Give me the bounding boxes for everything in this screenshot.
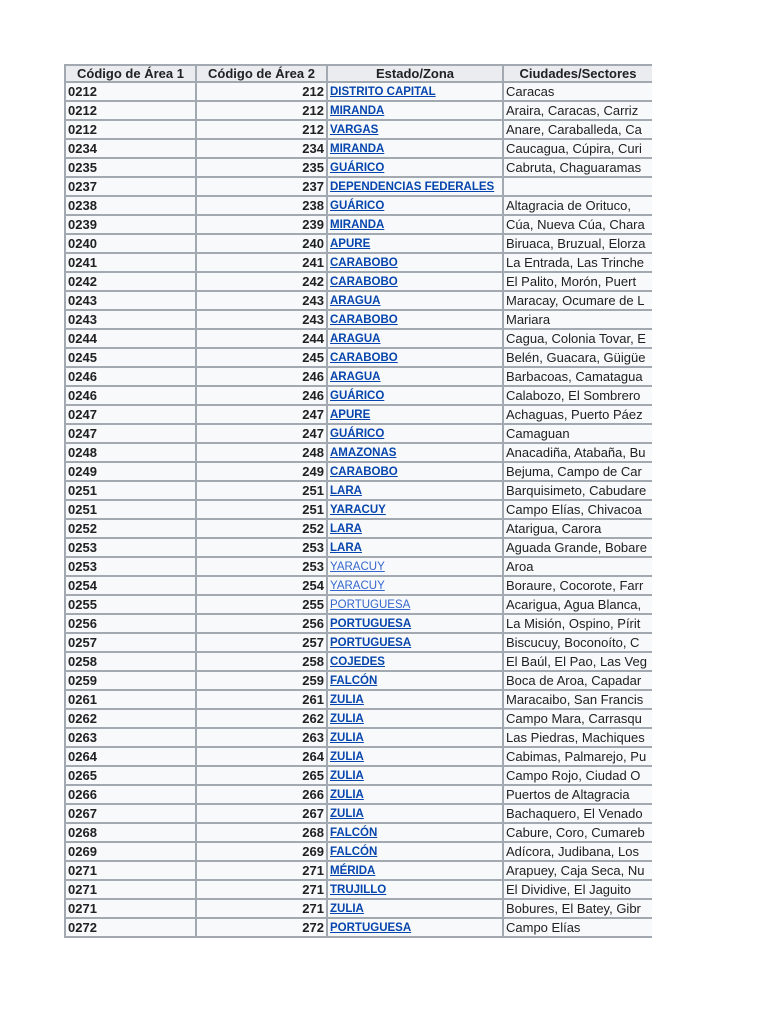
- area-code-1-cell: 0245: [65, 348, 196, 367]
- state-link[interactable]: TRUJILLO: [330, 884, 387, 897]
- area-code-2-cell: 265: [196, 766, 327, 785]
- table-row: [65, 158, 652, 177]
- table-row: [65, 120, 652, 139]
- table-row: [65, 253, 652, 272]
- state-zone-cell: [327, 576, 503, 595]
- area-code-2-cell: 247: [196, 424, 327, 443]
- state-zone-cell: [327, 82, 503, 101]
- table-row: [65, 861, 652, 880]
- header-area-code-1[interactable]: Código de Área 1: [65, 65, 196, 82]
- state-link[interactable]: DISTRITO CAPITAL: [330, 86, 436, 99]
- cities-sectors-cell: Aguada Grande, Bobare: [503, 538, 652, 557]
- cities-sectors-cell: Cagua, Colonia Tovar, E: [503, 329, 652, 348]
- state-zone-cell: [327, 158, 503, 177]
- area-code-1-cell: 0263: [65, 728, 196, 747]
- area-code-2-cell: 251: [196, 500, 327, 519]
- cities-sectors-cell: Puertos de Altagracia: [503, 785, 652, 804]
- area-code-2-cell: 269: [196, 842, 327, 861]
- state-zone-cell: [327, 595, 503, 614]
- cities-sectors-cell: La Misión, Ospino, Pírit: [503, 614, 652, 633]
- state-zone-cell: [327, 747, 503, 766]
- cities-sectors-cell: Maracay, Ocumare de L: [503, 291, 652, 310]
- cities-sectors-cell: El Palito, Morón, Puert: [503, 272, 652, 291]
- area-code-2-cell: 263: [196, 728, 327, 747]
- area-code-2-cell: 247: [196, 405, 327, 424]
- area-code-2-cell: 272: [196, 918, 327, 937]
- state-link[interactable]: PORTUGUESA: [330, 599, 411, 612]
- area-code-1-cell: 0251: [65, 500, 196, 519]
- state-link[interactable]: LARA: [330, 523, 362, 536]
- table-row: [65, 443, 652, 462]
- cities-sectors-cell: Anacadiña, Atabaña, Bu: [503, 443, 652, 462]
- table-row: [65, 880, 652, 899]
- table-row: [65, 101, 652, 120]
- header-state-zone[interactable]: Estado/Zona: [327, 65, 503, 82]
- state-zone-cell: [327, 633, 503, 652]
- area-code-1-cell: 0271: [65, 899, 196, 918]
- state-zone-cell: [327, 766, 503, 785]
- area-code-2-cell: 242: [196, 272, 327, 291]
- area-code-1-cell: 0242: [65, 272, 196, 291]
- cities-sectors-cell: Campo Rojo, Ciudad O: [503, 766, 652, 785]
- table-row: [65, 272, 652, 291]
- cities-sectors-cell: Cúa, Nueva Cúa, Chara: [503, 215, 652, 234]
- area-code-1-cell: 0257: [65, 633, 196, 652]
- table-row: [65, 424, 652, 443]
- area-code-2-cell: 271: [196, 861, 327, 880]
- area-code-2-cell: 238: [196, 196, 327, 215]
- cities-sectors-cell: La Entrada, Las Trinche: [503, 253, 652, 272]
- state-zone-cell: [327, 424, 503, 443]
- state-zone-cell: [327, 101, 503, 120]
- state-zone-cell: [327, 329, 503, 348]
- area-code-2-cell: 261: [196, 690, 327, 709]
- cities-sectors-cell: Cabure, Coro, Cumareb: [503, 823, 652, 842]
- state-link[interactable]: FALCÓN: [330, 675, 378, 688]
- area-code-2-cell: 245: [196, 348, 327, 367]
- cities-sectors-cell: El Baúl, El Pao, Las Veg: [503, 652, 652, 671]
- state-zone-cell: [327, 519, 503, 538]
- state-zone-cell: [327, 177, 503, 196]
- state-zone-cell: [327, 253, 503, 272]
- table-row: [65, 823, 652, 842]
- area-code-1-cell: 0267: [65, 804, 196, 823]
- area-code-1-cell: 0268: [65, 823, 196, 842]
- table-row: [65, 462, 652, 481]
- area-code-1-cell: 0266: [65, 785, 196, 804]
- area-code-1-cell: 0271: [65, 861, 196, 880]
- area-code-2-cell: 255: [196, 595, 327, 614]
- area-code-1-cell: 0265: [65, 766, 196, 785]
- cities-sectors-cell: Mariara: [503, 310, 652, 329]
- area-code-2-cell: 267: [196, 804, 327, 823]
- state-zone-cell: [327, 614, 503, 633]
- area-code-1-cell: 0252: [65, 519, 196, 538]
- state-zone-cell: [327, 842, 503, 861]
- state-link[interactable]: ZULIA: [330, 789, 364, 802]
- area-code-table-container: [64, 64, 652, 947]
- state-link[interactable]: ZULIA: [330, 808, 364, 821]
- area-code-1-cell: 0237: [65, 177, 196, 196]
- cities-sectors-cell: Aroa: [503, 557, 652, 576]
- area-code-2-cell: 237: [196, 177, 327, 196]
- table-body: [65, 82, 652, 937]
- area-code-2-cell: 266: [196, 785, 327, 804]
- table-row: [65, 234, 652, 253]
- state-zone-cell: [327, 120, 503, 139]
- table-row: [65, 538, 652, 557]
- state-zone-cell: [327, 215, 503, 234]
- area-code-2-cell: 234: [196, 139, 327, 158]
- area-code-1-cell: 0262: [65, 709, 196, 728]
- state-link[interactable]: FALCÓN: [330, 846, 378, 859]
- state-zone-cell: [327, 785, 503, 804]
- table-row: [65, 386, 652, 405]
- state-link[interactable]: MIRANDA: [330, 219, 385, 232]
- area-code-1-cell: 0248: [65, 443, 196, 462]
- table-row: [65, 595, 652, 614]
- area-code-1-cell: 0251: [65, 481, 196, 500]
- table-row: [65, 139, 652, 158]
- state-link[interactable]: GUÁRICO: [330, 428, 385, 441]
- state-zone-cell: [327, 823, 503, 842]
- cities-sectors-cell: Campo Elías, Chivacoa: [503, 500, 652, 519]
- state-zone-cell: [327, 709, 503, 728]
- state-zone-cell: [327, 500, 503, 519]
- state-link[interactable]: MIRANDA: [330, 105, 385, 118]
- area-code-1-cell: 0264: [65, 747, 196, 766]
- table-row: [65, 215, 652, 234]
- state-link[interactable]: CARABOBO: [330, 466, 398, 479]
- area-code-1-cell: 0256: [65, 614, 196, 633]
- area-code-2-cell: 254: [196, 576, 327, 595]
- state-zone-cell: [327, 538, 503, 557]
- area-code-2-cell: 252: [196, 519, 327, 538]
- table-row: [65, 82, 652, 101]
- cities-sectors-cell: Anare, Caraballeda, Ca: [503, 120, 652, 139]
- area-code-1-cell: 0261: [65, 690, 196, 709]
- state-zone-cell: [327, 861, 503, 880]
- state-link[interactable]: CARABOBO: [330, 314, 398, 327]
- area-code-2-cell: 253: [196, 538, 327, 557]
- area-code-2-cell: 256: [196, 614, 327, 633]
- state-link[interactable]: LARA: [330, 485, 362, 498]
- area-code-2-cell: 243: [196, 310, 327, 329]
- area-code-1-cell: 0212: [65, 120, 196, 139]
- state-link[interactable]: YARACUY: [330, 504, 386, 517]
- state-link[interactable]: CARABOBO: [330, 276, 398, 289]
- cities-sectors-cell: Cabimas, Palmarejo, Pu: [503, 747, 652, 766]
- area-code-2-cell: 240: [196, 234, 327, 253]
- state-link[interactable]: ZULIA: [330, 713, 364, 726]
- state-zone-cell: [327, 690, 503, 709]
- table-row: [65, 709, 652, 728]
- table-row: [65, 177, 652, 196]
- state-link[interactable]: ZULIA: [330, 732, 364, 745]
- state-link[interactable]: CARABOBO: [330, 257, 398, 270]
- cities-sectors-cell: Caracas: [503, 82, 652, 101]
- state-zone-cell: [327, 880, 503, 899]
- cities-sectors-cell: Maracaibo, San Francis: [503, 690, 652, 709]
- area-code-2-cell: 257: [196, 633, 327, 652]
- state-link[interactable]: APURE: [330, 409, 371, 422]
- table-row: [65, 804, 652, 823]
- area-code-2-cell: 249: [196, 462, 327, 481]
- cities-sectors-cell: Achaguas, Puerto Páez: [503, 405, 652, 424]
- state-link[interactable]: ARAGUA: [330, 333, 381, 346]
- state-link[interactable]: ZULIA: [330, 770, 364, 783]
- state-link[interactable]: MÉRIDA: [330, 865, 376, 878]
- table-row: [65, 576, 652, 595]
- cities-sectors-cell: Caucagua, Cúpira, Curi: [503, 139, 652, 158]
- area-code-1-cell: 0243: [65, 291, 196, 310]
- cities-sectors-cell: Campo Mara, Carrasqu: [503, 709, 652, 728]
- table-row: [65, 842, 652, 861]
- area-code-2-cell: 251: [196, 481, 327, 500]
- state-zone-cell: [327, 557, 503, 576]
- state-zone-cell: [327, 728, 503, 747]
- state-link[interactable]: ARAGUA: [330, 371, 381, 384]
- state-link[interactable]: PORTUGUESA: [330, 618, 412, 631]
- area-code-2-cell: 264: [196, 747, 327, 766]
- area-code-2-cell: 212: [196, 101, 327, 120]
- table-row: [65, 500, 652, 519]
- state-zone-cell: [327, 386, 503, 405]
- area-code-1-cell: 0246: [65, 386, 196, 405]
- state-zone-cell: [327, 462, 503, 481]
- table-row: [65, 329, 652, 348]
- state-zone-cell: [327, 272, 503, 291]
- table-header-row: [65, 65, 652, 82]
- cities-sectors-cell: Belén, Guacara, Güigüe: [503, 348, 652, 367]
- area-code-2-cell: 239: [196, 215, 327, 234]
- area-code-2-cell: 262: [196, 709, 327, 728]
- area-code-1-cell: 0253: [65, 557, 196, 576]
- cities-sectors-cell: Acarigua, Agua Blanca,: [503, 595, 652, 614]
- area-code-2-cell: 246: [196, 386, 327, 405]
- cities-sectors-cell: El Dividive, El Jaguito: [503, 880, 652, 899]
- area-code-1-cell: 0254: [65, 576, 196, 595]
- area-code-2-cell: 271: [196, 880, 327, 899]
- state-zone-cell: [327, 139, 503, 158]
- table-row: [65, 899, 652, 918]
- table-row: [65, 652, 652, 671]
- table-row: [65, 614, 652, 633]
- cities-sectors-cell: Bejuma, Campo de Car: [503, 462, 652, 481]
- state-zone-cell: [327, 671, 503, 690]
- state-link[interactable]: ZULIA: [330, 903, 364, 916]
- cities-sectors-cell: [503, 177, 652, 196]
- area-code-1-cell: 0247: [65, 405, 196, 424]
- header-area-code-2[interactable]: Código de Área 2: [196, 65, 327, 82]
- table-row: [65, 785, 652, 804]
- table-row: [65, 481, 652, 500]
- state-link[interactable]: APURE: [330, 238, 371, 251]
- table-row: [65, 405, 652, 424]
- state-link[interactable]: VARGAS: [330, 124, 379, 137]
- cities-sectors-cell: Atarigua, Carora: [503, 519, 652, 538]
- state-zone-cell: [327, 918, 503, 937]
- area-code-1-cell: 0244: [65, 329, 196, 348]
- state-zone-cell: [327, 310, 503, 329]
- table-row: [65, 367, 652, 386]
- header-cities-sectors[interactable]: Ciudades/Sectores: [503, 65, 652, 82]
- state-link[interactable]: YARACUY: [330, 580, 385, 593]
- state-link[interactable]: COJEDES: [330, 656, 385, 669]
- cities-sectors-cell: Bachaquero, El Venado: [503, 804, 652, 823]
- cities-sectors-cell: Adícora, Judibana, Los: [503, 842, 652, 861]
- state-zone-cell: [327, 899, 503, 918]
- area-code-2-cell: 248: [196, 443, 327, 462]
- cities-sectors-cell: Arapuey, Caja Seca, Nu: [503, 861, 652, 880]
- table-row: [65, 291, 652, 310]
- state-link[interactable]: PORTUGUESA: [330, 637, 412, 650]
- cities-sectors-cell: Barbacoas, Camatagua: [503, 367, 652, 386]
- area-code-2-cell: 246: [196, 367, 327, 386]
- table-row: [65, 519, 652, 538]
- area-code-1-cell: 0258: [65, 652, 196, 671]
- table-row: [65, 310, 652, 329]
- cities-sectors-cell: Camaguan: [503, 424, 652, 443]
- state-zone-cell: [327, 348, 503, 367]
- table-row: [65, 766, 652, 785]
- cities-sectors-cell: Biscucuy, Boconoíto, C: [503, 633, 652, 652]
- state-link[interactable]: PORTUGUESA: [330, 922, 412, 935]
- area-code-2-cell: 243: [196, 291, 327, 310]
- state-link[interactable]: LARA: [330, 542, 362, 555]
- state-link[interactable]: ARAGUA: [330, 295, 381, 308]
- area-code-1-cell: 0247: [65, 424, 196, 443]
- state-link[interactable]: AMAZONAS: [330, 447, 397, 460]
- area-code-1-cell: 0249: [65, 462, 196, 481]
- table-row: [65, 557, 652, 576]
- cities-sectors-cell: Bobures, El Batey, Gibr: [503, 899, 652, 918]
- cities-sectors-cell: Biruaca, Bruzual, Elorza: [503, 234, 652, 253]
- table-row: [65, 196, 652, 215]
- state-link[interactable]: ZULIA: [330, 694, 364, 707]
- state-zone-cell: [327, 804, 503, 823]
- table-row: [65, 671, 652, 690]
- area-code-1-cell: 0271: [65, 880, 196, 899]
- area-code-1-cell: 0234: [65, 139, 196, 158]
- area-code-2-cell: 259: [196, 671, 327, 690]
- area-code-2-cell: 271: [196, 899, 327, 918]
- cities-sectors-cell: Boraure, Cocorote, Farr: [503, 576, 652, 595]
- area-code-1-cell: 0235: [65, 158, 196, 177]
- cities-sectors-cell: Las Piedras, Machiques: [503, 728, 652, 747]
- cities-sectors-cell: Cabruta, Chaguaramas: [503, 158, 652, 177]
- cities-sectors-cell: Boca de Aroa, Capadar: [503, 671, 652, 690]
- cities-sectors-cell: Altagracia de Orituco,: [503, 196, 652, 215]
- area-code-2-cell: 241: [196, 253, 327, 272]
- area-code-2-cell: 244: [196, 329, 327, 348]
- state-zone-cell: [327, 196, 503, 215]
- state-zone-cell: [327, 443, 503, 462]
- area-code-2-cell: 235: [196, 158, 327, 177]
- state-link[interactable]: YARACUY: [330, 561, 385, 574]
- area-code-1-cell: 0253: [65, 538, 196, 557]
- state-zone-cell: [327, 652, 503, 671]
- area-code-2-cell: 212: [196, 120, 327, 139]
- cities-sectors-cell: Araira, Caracas, Carriz: [503, 101, 652, 120]
- area-code-2-cell: 268: [196, 823, 327, 842]
- state-zone-cell: [327, 367, 503, 386]
- area-code-1-cell: 0269: [65, 842, 196, 861]
- state-link[interactable]: FALCÓN: [330, 827, 378, 840]
- table-row: [65, 747, 652, 766]
- table-row: [65, 728, 652, 747]
- area-code-1-cell: 0259: [65, 671, 196, 690]
- table-row: [65, 690, 652, 709]
- area-code-1-cell: 0238: [65, 196, 196, 215]
- area-code-1-cell: 0272: [65, 918, 196, 937]
- state-link[interactable]: DEPENDENCIAS FEDERALES: [330, 181, 495, 194]
- area-code-table: [64, 64, 652, 938]
- area-code-1-cell: 0246: [65, 367, 196, 386]
- table-row: [65, 918, 652, 937]
- area-code-1-cell: 0239: [65, 215, 196, 234]
- area-code-2-cell: 258: [196, 652, 327, 671]
- state-zone-cell: [327, 405, 503, 424]
- state-link[interactable]: MIRANDA: [330, 143, 385, 156]
- table-row: [65, 348, 652, 367]
- state-link[interactable]: CARABOBO: [330, 352, 398, 365]
- state-link[interactable]: GUÁRICO: [330, 162, 385, 175]
- area-code-1-cell: 0243: [65, 310, 196, 329]
- state-link[interactable]: GUÁRICO: [330, 200, 385, 213]
- area-code-1-cell: 0240: [65, 234, 196, 253]
- area-code-1-cell: 0212: [65, 82, 196, 101]
- state-zone-cell: [327, 291, 503, 310]
- area-code-1-cell: 0212: [65, 101, 196, 120]
- area-code-2-cell: 253: [196, 557, 327, 576]
- cities-sectors-cell: Calabozo, El Sombrero: [503, 386, 652, 405]
- cities-sectors-cell: Barquisimeto, Cabudare: [503, 481, 652, 500]
- area-code-2-cell: 212: [196, 82, 327, 101]
- state-link[interactable]: ZULIA: [330, 751, 364, 764]
- area-code-1-cell: 0255: [65, 595, 196, 614]
- state-zone-cell: [327, 234, 503, 253]
- cities-sectors-cell: Campo Elías: [503, 918, 652, 937]
- table-row: [65, 633, 652, 652]
- state-link[interactable]: GUÁRICO: [330, 390, 385, 403]
- area-code-1-cell: 0241: [65, 253, 196, 272]
- state-zone-cell: [327, 481, 503, 500]
